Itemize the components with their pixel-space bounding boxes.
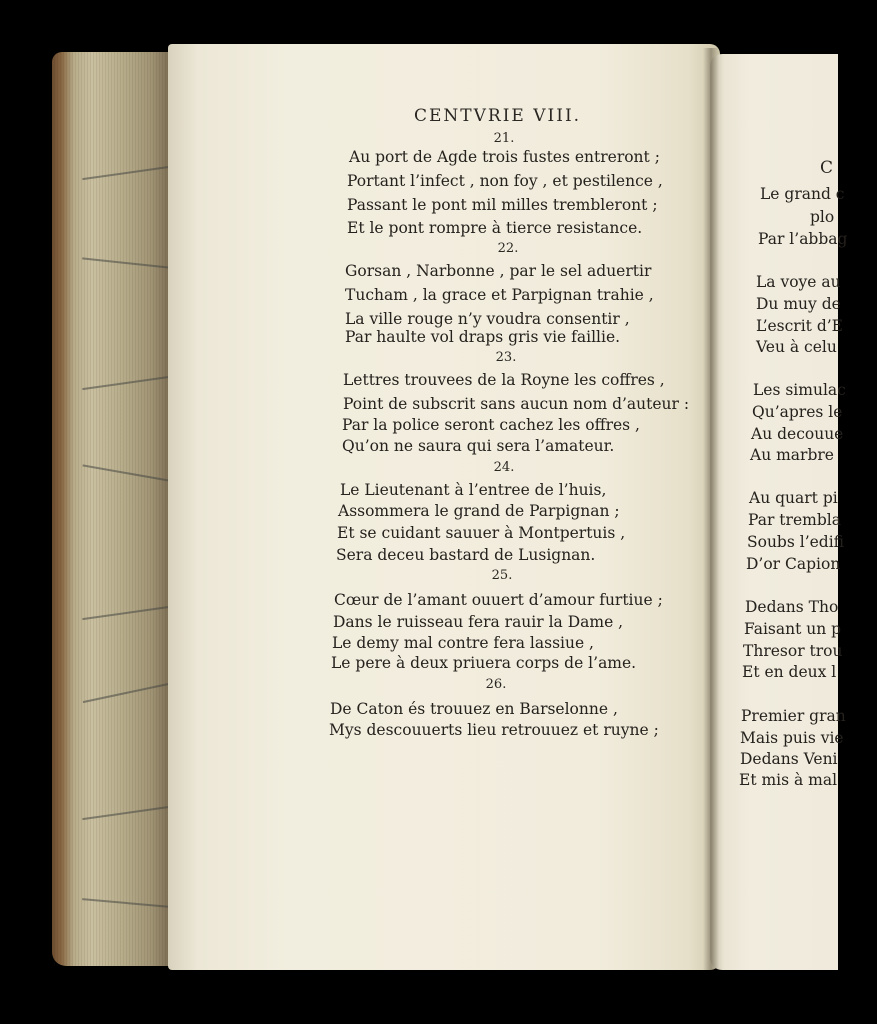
verse-line: Le pere à deux priuera corps de l’ame.	[331, 654, 637, 672]
right-page-header: C	[820, 158, 834, 178]
verse-line: Au port de Agde trois fustes entreront ;	[349, 148, 660, 166]
verse-line: Par la police seront cachez les offres ,	[342, 416, 640, 434]
verse-line: Tucham , la grace et Parpignan trahie ,	[345, 286, 654, 304]
verse-line: La ville rouge n’y voudra consentir ,	[345, 310, 630, 328]
verse-line: Sera deceu bastard de Lusignan.	[336, 546, 596, 564]
verse-line: De Caton és trouuez en Barselonne ,	[330, 700, 618, 718]
verse-number: 22.	[497, 241, 519, 256]
right-line: Au decouue	[751, 425, 844, 443]
right-line: Par l’abbag	[758, 230, 848, 248]
verse-line: Passant le pont mil milles trembleront ;	[347, 196, 658, 214]
right-line: Et mis à mal	[739, 771, 838, 789]
page-edges	[52, 52, 170, 966]
right-line: Thresor trou	[743, 642, 843, 660]
verse-line: Et le pont rompre à tierce resistance.	[347, 219, 643, 237]
right-line: Mais puis vie	[740, 729, 844, 747]
verse-line: Cœur de l’amant ouuert d’amour furtiue ;	[334, 591, 663, 609]
right-line: Et en deux l	[742, 663, 837, 681]
verse-line: Mys descouuerts lieu retrouuez et ruyne ;	[329, 721, 659, 739]
right-line: Au quart pi	[749, 489, 838, 507]
verse-line: Par haulte vol draps gris vie faillie.	[345, 328, 621, 346]
right-line: Premier gran	[741, 707, 846, 725]
right-line: Faisant un p	[744, 620, 842, 638]
verse-line: Assommera le grand de Parpignan ;	[338, 502, 620, 520]
verse-line: Dans le ruisseau fera rauir la Dame ,	[333, 613, 624, 631]
right-line: Du muy de	[756, 295, 841, 313]
verse-number: 25.	[491, 568, 513, 583]
verse-number: 24.	[493, 460, 515, 475]
verse-line: Lettres trouvees de la Royne les coffres ,	[343, 371, 665, 389]
right-line: Par trembla	[748, 511, 841, 529]
right-line: Veu à celu	[756, 338, 837, 356]
right-line: plo	[810, 208, 835, 226]
verse-number: 21.	[493, 131, 515, 146]
verse-line: Point de subscrit sans aucun nom d’auteur :	[343, 395, 690, 413]
right-page-text	[720, 54, 848, 970]
right-line: La voye au	[756, 273, 841, 291]
verse-line: Le demy mal contre fera lassiue ,	[332, 634, 594, 652]
right-line: D’or Capion	[746, 555, 841, 573]
verse-line: Et se cuidant sauuer à Montpertuis ,	[337, 524, 626, 542]
right-line: Dedans Veni	[740, 750, 838, 768]
book-gutter	[703, 48, 719, 970]
right-line: Les simulac	[753, 381, 846, 399]
verse-line: Portant l’infect , non foy , et pestilence ,	[347, 172, 663, 190]
verse-line: Qu’on ne saura qui sera l’amateur.	[342, 437, 615, 455]
right-line: Au marbre	[750, 446, 834, 464]
page-header: CENTVRIE VIII.	[414, 106, 582, 126]
verse-number: 23.	[495, 350, 517, 365]
verse-number: 26.	[485, 677, 507, 692]
right-line: Dedans Tho	[745, 598, 839, 616]
right-line: Soubs l’edifi	[747, 533, 845, 551]
right-line: Qu’apres le	[752, 403, 843, 421]
right-line: L’escrit d’E	[756, 317, 843, 335]
verse-line: Gorsan , Narbonne , par le sel aduertir	[345, 262, 652, 280]
right-line: Le grand c	[760, 185, 845, 203]
verse-line: Le Lieutenant à l’entree de l’huis,	[340, 481, 607, 499]
